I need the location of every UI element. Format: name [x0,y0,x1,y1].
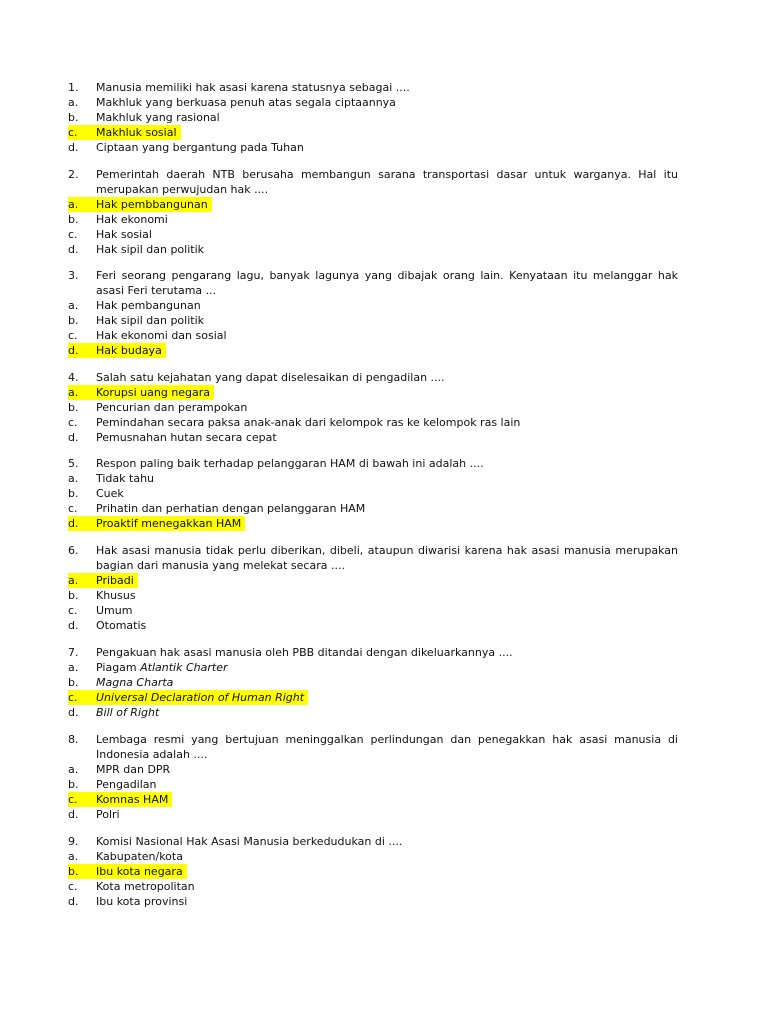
option-a [68,762,678,777]
option-text: Hak pembbangunan [96,198,208,211]
option-letter: b. [68,865,79,878]
option-text: Hak sipil dan politik [96,314,205,327]
option-letter: b. [68,314,79,327]
correct-answer-highlight [68,864,187,879]
option-b [68,313,678,328]
option-letter: c. [68,416,78,429]
option-text: Universal Declaration of Human Right [96,691,305,704]
option-b [68,486,678,501]
question-6 [68,543,678,633]
question-number: 5. [68,457,79,470]
question-stem [68,543,678,573]
question-1 [68,80,678,155]
question-stem [68,834,678,849]
option-c [68,792,678,807]
option-text: Umum [96,604,133,617]
option-text: Pencurian dan perampokan [96,401,248,414]
option-d [68,343,678,358]
option-text: Kota metropolitan [96,880,195,893]
option-text: Pribadi [96,574,134,587]
option-letter: c. [68,604,78,617]
option-text: Pemusnahan hutan secara cepat [96,431,277,444]
question-text: Respon paling baik terhadap pelanggaran HAM di bawah ini adalah .... [96,457,484,470]
option-letter: b. [68,111,79,124]
option-c [68,879,678,894]
question-stem [68,456,678,471]
question-stem [68,732,678,762]
option-letter: a. [68,198,79,211]
option-d [68,516,678,531]
question-number: 2. [68,168,79,181]
option-c [68,603,678,618]
option-text: Makhluk sosial [96,126,177,139]
option-text: Pengadilan [96,778,157,791]
question-number: 8. [68,733,79,746]
option-letter: b. [68,778,79,791]
option-text: Hak sipil dan politik [96,243,205,256]
option-letter: d. [68,344,79,357]
option-letter: d. [68,895,79,908]
option-letter: a. [68,472,79,485]
option-c [68,125,678,140]
option-d [68,430,678,445]
option-a [68,95,678,110]
option-b [68,212,678,227]
option-d [68,140,678,155]
option-d [68,894,678,909]
option-text: MPR dan DPR [96,763,171,776]
question-2 [68,167,678,257]
option-text: Otomatis [96,619,147,632]
question-stem [68,80,678,95]
option-c [68,227,678,242]
option-d [68,242,678,257]
option-letter: a. [68,850,79,863]
correct-answer-highlight [68,125,181,140]
option-b [68,588,678,603]
question-text: Pengakuan hak asasi manusia oleh PBB ditandai dengan dikeluarkannya .... [96,646,513,659]
question-text: Pemerintah daerah NTB berusaha membangun sarana transportasi dasar untuk warganya. Hal itu merupakan perwujudan hak .... [96,168,678,196]
question-stem [68,645,678,660]
option-letter: d. [68,619,79,632]
question-4 [68,370,678,445]
option-a [68,385,678,400]
option-c [68,501,678,516]
question-text: Lembaga resmi yang bertujuan meninggalkan perlindungan dan penegakkan hak asasi manusia di Indonesia adalah .... [96,733,678,761]
option-letter: a. [68,299,79,312]
option-letter: c. [68,880,78,893]
question-stem [68,167,678,197]
option-a [68,197,678,212]
option-letter: d. [68,808,79,821]
question-number: 7. [68,646,79,659]
option-letter: c. [68,228,78,241]
option-letter: c. [68,329,78,342]
option-text: Cuek [96,487,124,500]
option-text: Ibu kota negara [96,865,183,878]
question-stem [68,268,678,298]
option-text: Hak budaya [96,344,162,357]
option-b [68,110,678,125]
option-b [68,400,678,415]
option-text: Hak pembangunan [96,299,201,312]
option-letter: c. [68,793,78,806]
option-d [68,807,678,822]
question-3 [68,268,678,358]
option-text: Ciptaan yang bergantung pada Tuhan [96,141,304,154]
option-letter: b. [68,213,79,226]
question-text: Komisi Nasional Hak Asasi Manusia berkedudukan di .... [96,835,403,848]
option-a [68,849,678,864]
correct-answer-highlight [68,792,172,807]
option-letter: b. [68,676,79,689]
question-8 [68,732,678,822]
option-text: Hak sosial [96,228,152,241]
option-text: Makhluk yang rasional [96,111,220,124]
question-number: 6. [68,544,79,557]
option-letter: d. [68,706,79,719]
question-number: 1. [68,81,79,94]
question-number: 3. [68,269,79,282]
option-d [68,618,678,633]
correct-answer-highlight [68,690,308,705]
question-number: 9. [68,835,79,848]
option-letter: d. [68,431,79,444]
question-9 [68,834,678,909]
option-d [68,705,678,720]
option-letter: c. [68,126,78,139]
option-text: Bill of Right [96,706,160,719]
option-a [68,573,678,588]
correct-answer-highlight [68,197,212,212]
option-letter: d. [68,141,79,154]
option-c [68,328,678,343]
option-b [68,777,678,792]
option-text: Magna Charta [96,676,174,689]
question-number: 4. [68,371,79,384]
option-text: Pemindahan secara paksa anak-anak dari kelompok ras ke kelompok ras lain [96,416,521,429]
question-stem [68,370,678,385]
correct-answer-highlight [68,573,138,588]
option-letter: d. [68,243,79,256]
question-text: Salah satu kejahatan yang dapat diselesaikan di pengadilan .... [96,371,445,384]
option-a [68,471,678,486]
question-text: Hak asasi manusia tidak perlu diberikan, dibeli, ataupun diwarisi karena hak asasi manusia merupakan bagian dari manusia yang melekat secara .... [96,544,678,572]
option-letter: c. [68,691,78,704]
option-b [68,675,678,690]
option-text: Komnas HAM [96,793,169,806]
option-c [68,690,678,705]
option-a [68,298,678,313]
option-c [68,415,678,430]
correct-answer-highlight [68,385,214,400]
option-text: Makhluk yang berkuasa penuh atas segala ciptaannya [96,96,396,109]
option-letter: a. [68,661,79,674]
option-text: Proaktif menegakkan HAM [96,517,242,530]
option-letter: b. [68,589,79,602]
question-7 [68,645,678,720]
option-text: Prihatin dan perhatian dengan pelanggaran HAM [96,502,366,515]
question-text: Feri seorang pengarang lagu, banyak lagunya yang dibajak orang lain. Kenyataan itu melanggar hak asasi Feri terutama ... [96,269,678,297]
option-letter: a. [68,96,79,109]
option-text: Ibu kota provinsi [96,895,188,908]
option-text: Tidak tahu [96,472,155,485]
option-text: Polri [96,808,120,821]
correct-answer-highlight [68,516,245,531]
question-5 [68,456,678,531]
option-letter: d. [68,517,79,530]
option-text: Korupsi uang negara [96,386,211,399]
correct-answer-highlight [68,343,166,358]
option-letter: c. [68,502,78,515]
option-letter: b. [68,487,79,500]
option-prefix: Piagam [96,661,141,674]
option-letter: b. [68,401,79,414]
option-text: Khusus [96,589,136,602]
option-letter: a. [68,386,79,399]
option-text: Hak ekonomi [96,213,168,226]
option-letter: a. [68,763,79,776]
option-text: Atlantik Charter [140,661,228,674]
option-text: Kabupaten/kota [96,850,183,863]
option-b [68,864,678,879]
option-letter: a. [68,574,79,587]
question-text: Manusia memiliki hak asasi karena statusnya sebagai .... [96,81,410,94]
option-text: Hak ekonomi dan sosial [96,329,227,342]
option-a [68,660,678,675]
